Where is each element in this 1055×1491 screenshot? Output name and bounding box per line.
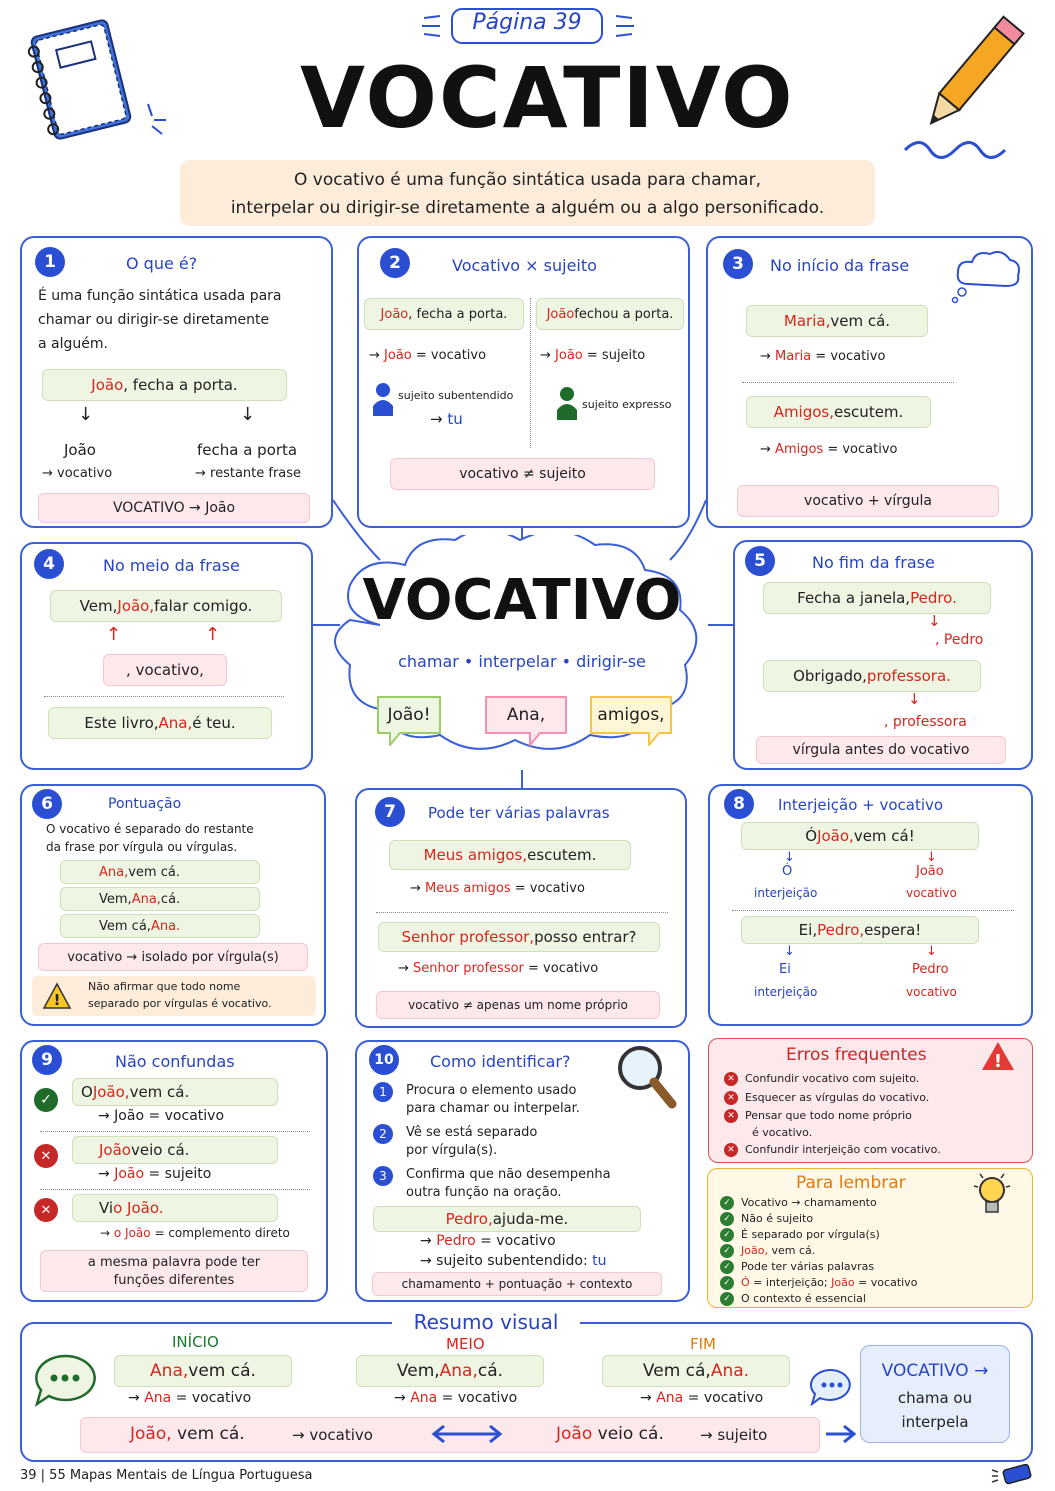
- person-icon-green: [556, 386, 578, 424]
- card8-ex1-right-label: vocativo: [906, 886, 957, 900]
- card10-step1-b: para chamar ou interpelar.: [406, 1101, 580, 1116]
- step-1-number: 1: [373, 1082, 393, 1102]
- card9-result-1: → João = vocativo: [98, 1108, 225, 1124]
- error-item-1: ✕ Confundir vocativo com sujeito.: [724, 1072, 919, 1086]
- down-arrow-icon: ↓: [784, 944, 795, 959]
- card1-text-1: É uma função sintática usada para: [38, 288, 282, 304]
- card3-number: 3: [723, 249, 753, 279]
- card4-example-1: Vem, João, falar comigo.: [50, 590, 282, 622]
- error-item-2: ✕ Esquecer as vírgulas do vocativo.: [724, 1091, 929, 1105]
- card9-row-3: Vi o João.: [72, 1194, 278, 1222]
- card5-example-2: Obrigado, professora.: [763, 660, 981, 692]
- card6-row-2: Vem, Ana, cá.: [60, 887, 260, 911]
- card9-row-2: João veio cá.: [72, 1136, 278, 1164]
- resumo-bottom-right: João veio cá.: [556, 1424, 664, 1444]
- x-icon: ✕: [34, 1198, 58, 1222]
- card2-left-person: sujeito subentendido: [398, 389, 514, 402]
- down-arrow-icon: ↓: [908, 690, 921, 708]
- x-icon: ✕: [724, 1072, 738, 1086]
- remember-item-2: ✓ Não é sujeito: [720, 1212, 813, 1226]
- alert-icon: [980, 1040, 1016, 1076]
- footer-text: 39 | 55 Mapas Mentais de Língua Portuguesa: [20, 1468, 313, 1483]
- card10-step1-a: Procura o elemento usado: [406, 1083, 577, 1098]
- card10-result-2: → sujeito subentendido: tu: [420, 1253, 607, 1269]
- card3-example-2: Amigos, escutem.: [746, 396, 931, 428]
- remember-item-3: ✓ É separado por vírgula(s): [720, 1228, 880, 1242]
- step-2-number: 2: [373, 1124, 393, 1144]
- card10-example: Pedro, ajuda-me.: [373, 1206, 641, 1232]
- x-icon: ✕: [724, 1091, 738, 1105]
- error-item-3b: é vocativo.: [752, 1126, 813, 1139]
- card6-row-3: Vem cá, Ana.: [60, 914, 260, 938]
- card7-title: Pode ter várias palavras: [428, 804, 610, 822]
- card2-number: 2: [380, 248, 410, 278]
- check-icon: ✓: [720, 1212, 734, 1226]
- x-icon: ✕: [724, 1143, 738, 1157]
- card9-number: 9: [32, 1045, 62, 1075]
- resumo-col3-label: FIM: [690, 1335, 716, 1353]
- card2-left-result: → João = vocativo: [369, 348, 487, 363]
- card2-summary: vocativo ≠ sujeito: [390, 458, 655, 490]
- card1-title: O que é?: [126, 254, 198, 273]
- card2-left-tu: → tu: [430, 410, 463, 428]
- card4-number: 4: [34, 549, 64, 579]
- check-icon: ✓: [720, 1276, 734, 1290]
- warning-icon: [42, 982, 72, 1014]
- card6-row-1: Ana, vem cá.: [60, 860, 260, 884]
- center-title: VOCATIVO: [362, 568, 682, 633]
- intro-line-2: interpelar ou dirigir-se diretamente a alguém ou a algo personificado.: [230, 198, 825, 218]
- card9-result-2: → João = sujeito: [98, 1166, 212, 1182]
- card8-ex2-right: Pedro: [912, 962, 949, 977]
- remember-item-7: ✓ O contexto é essencial: [720, 1292, 866, 1306]
- intro-line-1: O vocativo é uma função sintática usada para chamar,: [294, 170, 761, 190]
- card7-example-2: Senhor professor, posso entrar?: [378, 922, 660, 952]
- card4-example-2: Este livro, Ana, é teu.: [48, 707, 272, 739]
- svg-text:!: !: [993, 1051, 1003, 1072]
- remember-item-6: ✓ Ó = interjeição; João = vocativo: [720, 1276, 917, 1290]
- card10-step3-a: Confirma que não desempenha: [406, 1167, 611, 1182]
- chat-bubble-small-icon: [808, 1366, 856, 1410]
- resumo-col2-example: Vem, Ana, cá.: [356, 1355, 544, 1387]
- card1-right-label: → restante frase: [195, 466, 302, 481]
- card5-number: 5: [745, 546, 775, 576]
- card1-example: João , fecha a porta.: [42, 369, 287, 401]
- lightbulb-icon: [972, 1172, 1012, 1228]
- up-arrow-icon: ↑: [106, 624, 122, 645]
- card9-summary-1: a mesma palavra pode ter: [87, 1255, 261, 1270]
- bubble-1: João!: [387, 705, 431, 725]
- check-icon: ✓: [34, 1088, 58, 1112]
- card5-label-1: , Pedro: [935, 632, 984, 648]
- down-arrow-icon: ↓: [928, 612, 941, 630]
- card4-label: , vocativo,: [103, 654, 227, 686]
- card2-right-person: sujeito expresso: [582, 398, 672, 411]
- magnifier-icon: [614, 1042, 678, 1116]
- card3-divider: [742, 382, 954, 383]
- card2-right-example: João fechou a porta.: [536, 298, 684, 330]
- double-arrow-icon: [428, 1422, 506, 1450]
- svg-text:!: !: [53, 991, 61, 1009]
- card8-divider: [732, 910, 1014, 911]
- person-icon-blue: [372, 382, 394, 420]
- down-arrow-icon: ↓: [926, 850, 937, 865]
- card8-ex2-right-label: vocativo: [906, 985, 957, 999]
- down-arrow-icon: ↓: [240, 404, 256, 425]
- x-icon: ✕: [724, 1109, 738, 1123]
- resumo-side-line3: interpela: [901, 1413, 969, 1431]
- card9-summary-2: funções diferentes: [113, 1273, 235, 1288]
- remember-item-1: ✓ Vocativo → chamamento: [720, 1196, 877, 1210]
- card9-title: Não confundas: [115, 1052, 235, 1071]
- resumo-bottom-left-result: → vocativo: [292, 1426, 373, 1444]
- thought-cloud-icon: [948, 244, 1023, 308]
- card7-result-2: → Senhor professor = vocativo: [398, 961, 599, 976]
- card5-title: No fim da frase: [812, 553, 935, 572]
- card5-summary: vírgula antes do vocativo: [756, 736, 1006, 764]
- resumo-col2-label: MEIO: [446, 1335, 485, 1353]
- card10-number: 10: [369, 1045, 399, 1075]
- card1-text-2: chamar ou dirigir-se diretamente: [38, 312, 270, 328]
- resumo-col2-result: → Ana = vocativo: [394, 1390, 518, 1406]
- resumo-side-line2: chama ou: [897, 1389, 973, 1407]
- card1-number: 1: [35, 247, 65, 277]
- card10-step2-b: por vírgula(s).: [406, 1143, 498, 1158]
- card7-divider: [376, 912, 668, 913]
- card6-summary: vocativo → isolado por vírgula(s): [38, 943, 308, 971]
- step-3-number: 3: [373, 1166, 393, 1186]
- card8-ex1-right: João: [916, 864, 944, 879]
- page-title: VOCATIVO: [300, 49, 795, 147]
- card10-result-1: → Pedro = vocativo: [420, 1233, 556, 1249]
- down-arrow-icon: ↓: [784, 850, 795, 865]
- card6-warning-1: Não afirmar que todo nome: [88, 980, 241, 993]
- resumo-col1-example: Ana, vem cá.: [114, 1355, 292, 1387]
- bubble-3: amigos,: [597, 705, 665, 725]
- resumo-title: Resumo visual: [413, 1310, 559, 1334]
- x-icon: ✕: [34, 1144, 58, 1168]
- resumo-col3-example: Vem cá, Ana.: [602, 1355, 790, 1387]
- card3-result-1: → Maria = vocativo: [760, 349, 886, 364]
- card7-summary: vocativo ≠ apenas um nome próprio: [376, 991, 660, 1019]
- card4-title: No meio da frase: [103, 556, 240, 575]
- card6-title: Pontuação: [108, 796, 182, 812]
- resumo-col1-label: INÍCIO: [172, 1333, 219, 1351]
- chat-bubble-icon: [32, 1352, 98, 1412]
- card8-title: Interjeição + vocativo: [778, 796, 944, 814]
- card8-ex2-left-label: interjeição: [754, 985, 818, 999]
- card1-right-word: fecha a porta: [197, 441, 298, 459]
- card2-divider: [530, 298, 531, 448]
- card3-result-2: → Amigos = vocativo: [760, 442, 898, 457]
- card9-result-3: → o João = complemento direto: [100, 1226, 290, 1240]
- error-item-3: ✕ Pensar que todo nome próprio: [724, 1109, 912, 1123]
- remember-title: Para lembrar: [796, 1173, 906, 1193]
- check-icon: ✓: [720, 1260, 734, 1274]
- resumo-bottom-right-result: → sujeito: [700, 1426, 768, 1444]
- center-subtitle: chamar • interpelar • dirigir-se: [398, 652, 646, 671]
- resumo-col1-result: → Ana = vocativo: [128, 1390, 252, 1406]
- down-arrow-icon: ↓: [78, 404, 94, 425]
- check-icon: ✓: [720, 1196, 734, 1210]
- card10-step2-a: Vê se está separado: [406, 1125, 538, 1140]
- card10-title: Como identificar?: [430, 1052, 571, 1071]
- card8-example-1: Ó João, vem cá!: [741, 822, 979, 850]
- card8-number: 8: [724, 789, 754, 819]
- card9-divider-1: [40, 1131, 310, 1132]
- bubble-2: Ana,: [506, 705, 546, 725]
- card1-summary: VOCATIVO → João: [38, 493, 310, 523]
- card4-divider: [44, 696, 284, 697]
- card1-left-label: → vocativo: [42, 466, 113, 481]
- up-arrow-icon: ↑: [205, 624, 221, 645]
- check-icon: ✓: [720, 1292, 734, 1306]
- card5-label-2: , professora: [884, 714, 967, 730]
- down-arrow-icon: ↓: [926, 944, 937, 959]
- card1-text-3: a alguém.: [38, 336, 108, 352]
- card7-result-1: → Meus amigos = vocativo: [410, 881, 585, 896]
- card6-text-2: da frase por vírgula ou vírgulas.: [46, 840, 238, 854]
- card5-example-1: Fecha a janela, Pedro.: [763, 582, 991, 614]
- card9-row-1: O João, vem cá.: [72, 1078, 278, 1106]
- card2-right-result: → João = sujeito: [540, 348, 646, 363]
- card8-ex1-left-label: interjeição: [754, 886, 818, 900]
- card6-number: 6: [32, 789, 62, 819]
- eraser-icon: [990, 1464, 1034, 1490]
- remember-item-5: ✓ Pode ter várias palavras: [720, 1260, 874, 1274]
- errors-title: Erros frequentes: [786, 1045, 927, 1065]
- resumo-side-line1: VOCATIVO →: [881, 1361, 989, 1381]
- card2-left-example: João , fecha a porta.: [364, 298, 524, 330]
- check-icon: ✓: [720, 1244, 734, 1258]
- card3-example-1: Maria, vem cá.: [746, 305, 928, 337]
- card1-left-word: João: [64, 441, 96, 459]
- card10-summary: chamamento + pontuação + contexto: [372, 1272, 662, 1296]
- card6-warning-2: separado por vírgulas é vocativo.: [88, 997, 272, 1010]
- card8-example-2: Ei, Pedro, espera!: [741, 916, 979, 944]
- resumo-bottom-left: João, vem cá.: [130, 1424, 245, 1444]
- card7-example-1: Meus amigos, escutem.: [389, 840, 631, 870]
- right-arrow-icon: [824, 1422, 858, 1450]
- card3-title: No início da frase: [770, 256, 910, 275]
- check-icon: ✓: [720, 1228, 734, 1242]
- card7-number: 7: [375, 797, 405, 827]
- card8-ex2-left: Ei: [779, 962, 791, 977]
- remember-item-4: ✓ João, vem cá.: [720, 1244, 815, 1258]
- resumo-col3-result: → Ana = vocativo: [640, 1390, 764, 1406]
- card10-step3-b: outra função na oração.: [406, 1185, 562, 1200]
- card9-divider-2: [40, 1189, 310, 1190]
- card3-summary: vocativo + vírgula: [737, 485, 999, 517]
- card6-text-1: O vocativo é separado do restante: [46, 822, 254, 836]
- page-label: Página 39: [472, 10, 582, 35]
- card2-title: Vocativo × sujeito: [452, 256, 597, 275]
- error-item-4: ✕ Confundir interjeição com vocativo.: [724, 1143, 941, 1157]
- card8-ex1-left: Ó: [782, 864, 793, 879]
